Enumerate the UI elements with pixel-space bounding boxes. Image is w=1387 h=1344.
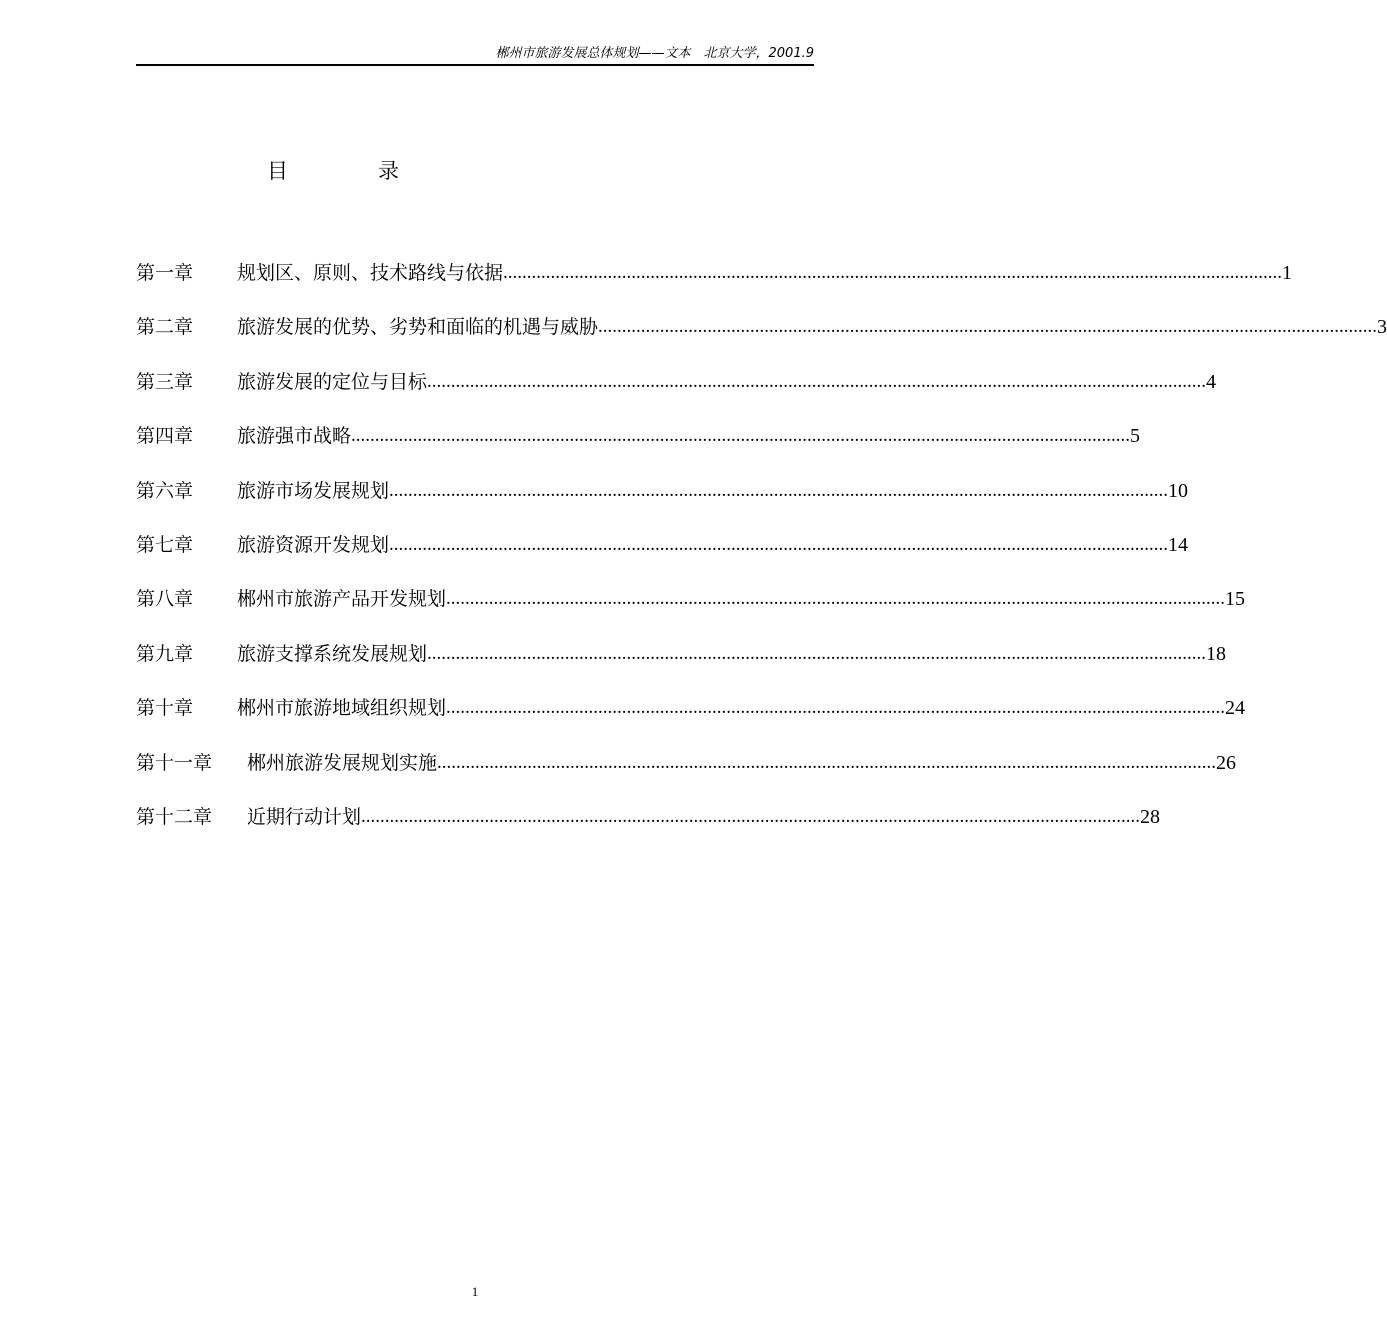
toc-chapter-title: 旅游市场发展规划 bbox=[237, 479, 390, 502]
toc-chapter-title: 旅游资源开发规划 bbox=[237, 533, 390, 556]
toc-chapter-title: 旅游发展的优势、劣势和面临的机遇与威胁 bbox=[237, 316, 599, 339]
toc-chapter-label: 第九章 bbox=[136, 642, 194, 665]
toc-dot-leader: .................................................................................................................................................................... bbox=[503, 262, 1283, 283]
toc-entry[interactable] bbox=[136, 748, 1237, 802]
toc-page-number: 5 bbox=[1130, 425, 1141, 448]
toc-dot-leader: .................................................................................................................................................................... bbox=[598, 316, 1378, 338]
toc-chapter-title: 近期行动计划 bbox=[247, 805, 362, 828]
table-of-contents bbox=[136, 258, 1387, 856]
toc-dot-leader: .................................................................................................................................................................... bbox=[361, 805, 1141, 827]
toc-page-number: 15 bbox=[1225, 588, 1246, 611]
toc-chapter-title: 旅游强市战略 bbox=[237, 425, 352, 448]
toc-entry[interactable] bbox=[136, 476, 1189, 530]
toc-entry[interactable] bbox=[136, 312, 1387, 366]
toc-page-number: 10 bbox=[1168, 479, 1189, 502]
toc-chapter-label: 第六章 bbox=[136, 479, 194, 502]
toc-entry[interactable] bbox=[136, 584, 1246, 638]
page-footer bbox=[0, 1284, 950, 1300]
toc-page-number: 14 bbox=[1168, 533, 1189, 556]
toc-dot-leader: .................................................................................................................................................................... bbox=[427, 370, 1207, 392]
toc-dot-leader: .................................................................................................................................................................... bbox=[351, 425, 1131, 447]
toc-chapter-title: 旅游支撑系统发展规划 bbox=[237, 642, 428, 665]
toc-chapter-label: 第四章 bbox=[136, 425, 194, 448]
toc-dot-leader: .................................................................................................................................................................... bbox=[446, 588, 1226, 610]
footer-page-number: 1 bbox=[471, 1284, 479, 1299]
toc-title-char-2: 录 bbox=[378, 159, 399, 183]
toc-page-number: 1 bbox=[1282, 262, 1293, 284]
toc-page-number: 24 bbox=[1225, 697, 1246, 720]
toc-dot-leader: .................................................................................................................................................................... bbox=[446, 697, 1226, 719]
toc-entry[interactable] bbox=[136, 421, 1141, 475]
toc-page-number: 18 bbox=[1206, 642, 1227, 665]
toc-entry[interactable] bbox=[136, 367, 1217, 421]
toc-page-number: 4 bbox=[1206, 370, 1217, 393]
toc-title bbox=[0, 155, 950, 185]
toc-chapter-label: 第十二章 bbox=[136, 805, 213, 828]
toc-dot-leader: .................................................................................................................................................................... bbox=[427, 642, 1207, 664]
toc-chapter-label: 第三章 bbox=[136, 370, 194, 393]
toc-chapter-label: 第七章 bbox=[136, 533, 194, 556]
toc-chapter-title: 旅游发展的定位与目标 bbox=[237, 370, 428, 393]
toc-dot-leader: .................................................................................................................................................................... bbox=[389, 479, 1169, 501]
toc-entry[interactable] bbox=[136, 530, 1189, 584]
toc-entry[interactable] bbox=[136, 639, 1227, 693]
toc-entry[interactable] bbox=[136, 258, 1293, 312]
toc-chapter-label: 第八章 bbox=[136, 588, 194, 611]
toc-chapter-label: 第二章 bbox=[136, 316, 194, 339]
toc-dot-leader: .................................................................................................................................................................... bbox=[389, 533, 1169, 555]
toc-page-number: 26 bbox=[1216, 751, 1237, 774]
toc-entry[interactable] bbox=[136, 802, 1161, 856]
toc-chapter-title: 郴州市旅游产品开发规划 bbox=[237, 588, 447, 611]
toc-chapter-title: 规划区、原则、技术路线与依据 bbox=[237, 262, 504, 284]
toc-chapter-label: 第十章 bbox=[136, 697, 194, 720]
page-header bbox=[136, 44, 814, 66]
toc-page-number: 3 bbox=[1377, 316, 1387, 339]
header-text: 郴州市旅游发展总体规划——文本 北京大学，2001.9 bbox=[495, 46, 814, 61]
toc-title-char-1: 目 bbox=[267, 159, 288, 183]
toc-chapter-title: 郴州旅游发展规划实施 bbox=[247, 751, 438, 774]
toc-chapter-title: 郴州市旅游地域组织规划 bbox=[237, 697, 447, 720]
toc-chapter-label: 第十一章 bbox=[136, 751, 213, 774]
toc-page-number: 28 bbox=[1140, 805, 1161, 828]
toc-entry[interactable] bbox=[136, 693, 1246, 747]
toc-chapter-label: 第一章 bbox=[136, 262, 194, 284]
toc-dot-leader: .................................................................................................................................................................... bbox=[437, 751, 1217, 773]
